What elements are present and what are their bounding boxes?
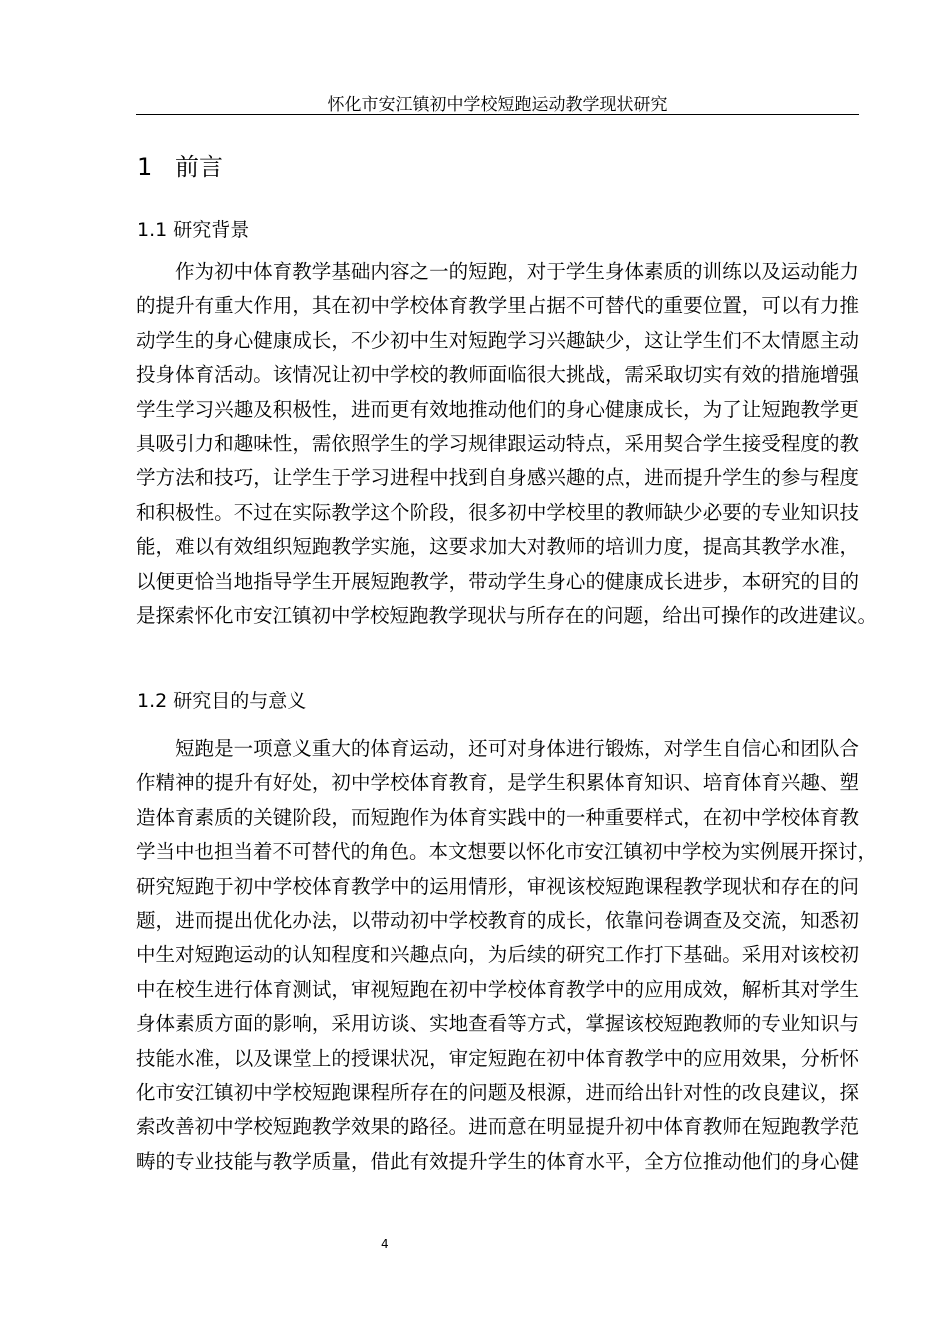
text-line: 投身体育活动。该情况让初中学校的教师面临很大挑战，需采取切实有效的措施增强 [136, 363, 859, 387]
text-line: 和积极性。不过在实际教学这个阶段，很多初中学校里的教师缺少必要的专业知识技 [136, 500, 859, 524]
page-number: 4 [381, 1237, 389, 1251]
section-number: 1.2 [137, 690, 168, 712]
header-rule [136, 114, 859, 115]
text-line: 能，难以有效组织短跑教学实施，这要求加大对教师的培训力度，提高其教学水准， [136, 535, 859, 559]
text-line: 具吸引力和趣味性，需依照学生的学习规律跟运动特点，采用契合学生接受程度的教 [136, 431, 859, 455]
text-line: 身体素质方面的影响，采用访谈、实地查看等方式，掌握该校短跑教师的专业知识与 [136, 1012, 859, 1036]
section-title: 研究目的与意义 [173, 690, 307, 712]
text-line: 中生对短跑运动的认知程度和兴趣点向，为后续的研究工作打下基础。采用对该校初 [136, 943, 859, 967]
running-header: 怀化市安江镇初中学校短跑运动教学现状研究 [327, 95, 668, 115]
text-line: 短跑是一项意义重大的体育运动，还可对身体进行锻炼，对学生自信心和团队合 [175, 737, 859, 760]
chapter-title: 前言 [175, 153, 223, 181]
text-line: 作为初中体育教学基础内容之一的短跑，对于学生身体素质的训练以及运动能力 [175, 260, 859, 283]
text-line: 索改善初中学校短跑教学效果的路径。进而意在明显提升初中体育教师在短跑教学范 [136, 1115, 859, 1139]
text-line: 以便更恰当地指导学生开展短跑教学，带动学生身心的健康成长进步，本研究的目的 [136, 569, 859, 593]
text-line: 造体育素质的关键阶段，而短跑作为体育实践中的一种重要样式，在初中学校体育教 [136, 805, 859, 829]
chapter-number: 1 [137, 153, 153, 181]
text-line: 动学生的身心健康成长，不少初中生对短跑学习兴趣缺少，这让学生们不太情愿主动 [136, 328, 859, 352]
paragraph-research-background [136, 255, 878, 633]
text-line: 是探索怀化市安江镇初中学校短跑教学现状与所存在的问题，给出可操作的改进建议。 [136, 603, 878, 627]
section-heading-1-1 [137, 215, 249, 242]
text-line: 中在校生进行体育测试，审视短跑在初中学校体育教学中的应用成效，解析其对学生 [136, 977, 859, 1001]
text-line: 题，进而提出优化办法，以带动初中学校教育的成长，依靠问卷调查及交流，知悉初 [136, 908, 859, 932]
section-number: 1.1 [137, 219, 168, 241]
chapter-heading [137, 147, 223, 182]
text-line: 学当中也担当着不可替代的角色。本文想要以怀化市安江镇初中学校为实例展开探讨， [136, 840, 878, 864]
text-line: 作精神的提升有好处，初中学校体育教育，是学生积累体育知识、培育体育兴趣、塑 [136, 771, 859, 795]
section-heading-1-2 [137, 686, 306, 713]
text-line: 技能水准，以及课堂上的授课状况，审定短跑在初中体育教学中的应用效果，分析怀 [136, 1046, 859, 1070]
section-title: 研究背景 [173, 219, 250, 241]
text-line: 研究短跑于初中学校体育教学中的运用情形，审视该校短跑课程教学现状和存在的问 [136, 874, 859, 898]
text-line: 畴的专业技能与教学质量，借此有效提升学生的体育水平，全方位推动他们的身心健 [136, 1149, 859, 1173]
text-line: 化市安江镇初中学校短跑课程所存在的问题及根源，进而给出针对性的改良建议，探 [136, 1080, 859, 1104]
paragraph-research-purpose [136, 732, 878, 1179]
text-line: 学生学习兴趣及积极性，进而更有效地推动他们的身心健康成长，为了让短跑教学更 [136, 397, 859, 421]
text-line: 学方法和技巧，让学生于学习进程中找到自身感兴趣的点，进而提升学生的参与程度 [136, 466, 859, 490]
text-line: 的提升有重大作用，其在初中学校体育教学里占据不可替代的重要位置，可以有力推 [136, 294, 859, 318]
